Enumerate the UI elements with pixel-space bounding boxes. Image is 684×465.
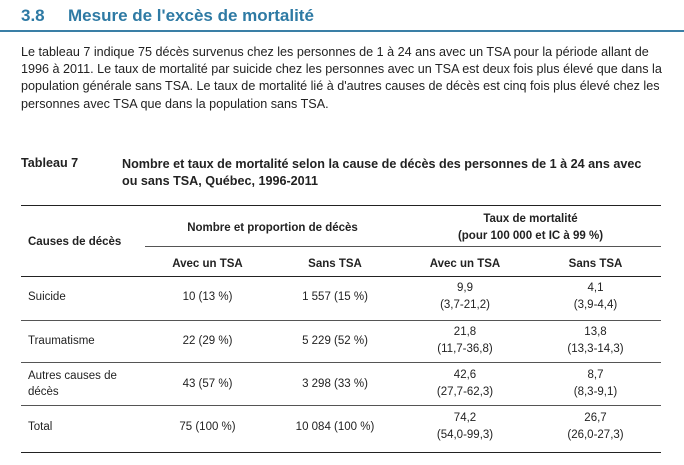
row-total-ci-avec: (54,0-99,3): [436, 429, 494, 441]
table-top-rule: [21, 205, 661, 206]
row-traumatisme-ci-sans: (13,3-14,3): [567, 343, 624, 355]
row-suicide-ci-sans: (3,9-4,4): [573, 299, 618, 311]
row-traumatisme-count-sans: 5 229 (52 %): [302, 335, 368, 347]
row-suicide-rate-sans: 4,1: [587, 282, 604, 294]
table-bottom-rule: [21, 452, 661, 453]
row-traumatisme-ci-avec: (11,7-36,8): [437, 343, 493, 355]
header-group-rates-line1: Taux de mortalité: [483, 213, 578, 225]
row-traumatisme-rate-avec: 21,8: [453, 326, 477, 338]
row-autres-cause-line2: décès: [28, 386, 59, 398]
row-rule-3: [21, 405, 661, 406]
row-rule-2: [21, 362, 661, 363]
section-number: 3.8: [21, 6, 45, 25]
row-rule-1: [21, 320, 661, 321]
header-bottom-rule: [21, 276, 661, 277]
row-autres-ci-sans: (8,3-9,1): [573, 386, 618, 398]
row-suicide-count-avec: 10 (13 %): [182, 291, 233, 303]
header-group-counts: Nombre et proportion de décès: [187, 222, 358, 234]
row-suicide-ci-avec: (3,7-21,2): [440, 299, 490, 311]
row-total-rate-avec: 74,2: [453, 412, 477, 424]
row-autres-ci-avec: (27,7-62,3): [436, 386, 494, 398]
table-title: Nombre et taux de mortalité selon la cause de décès des personnes de 1 à 24 ans avec ou sans TSA, Québec, 1996-2011: [122, 157, 642, 188]
row-total-cause: Total: [28, 421, 53, 433]
row-autres-rate-sans: 8,7: [587, 369, 604, 381]
header-counts-sans: Sans TSA: [308, 258, 362, 270]
row-autres-cause-line1: Autres causes de: [28, 370, 117, 382]
table-label: Tableau 7: [21, 156, 79, 170]
row-total-count-avec: 75 (100 %): [179, 421, 236, 433]
row-autres-count-sans: 3 298 (33 %): [302, 378, 368, 390]
row-suicide-cause: Suicide: [28, 291, 66, 303]
intro-paragraph: Le tableau 7 indique 75 décès survenus chez les personnes de 1 à 24 ans avec un TSA pour la période allant de 1996 à 2011. Le taux de mortalité par suicide chez les personnes avec un TSA est deux fois plus élevé que dans la population générale sans TSA. Le taux de mortalité lié à d'autres causes de décès est cinq fois plus élevé chez les personnes avec TSA que dans la population sans TSA.: [21, 45, 662, 111]
row-traumatisme-rate-sans: 13,8: [584, 326, 607, 338]
row-total-ci-sans: (26,0-27,3): [567, 429, 624, 441]
header-causes: Causes de décès: [28, 236, 122, 248]
row-suicide-rate-avec: 9,9: [457, 282, 473, 294]
row-total-count-sans: 10 084 (100 %): [295, 421, 375, 433]
header-group-rates-line2: (pour 100 000 et IC à 99 %): [457, 230, 604, 242]
group2-underline: [400, 246, 661, 247]
section-title: Mesure de l'excès de mortalité: [68, 6, 314, 25]
row-autres-count-avec: 43 (57 %): [182, 378, 233, 390]
section-header: [0, 0, 684, 32]
header-rates-avec: Avec un TSA: [429, 258, 501, 270]
header-counts-avec: Avec un TSA: [172, 258, 243, 270]
header-rates-sans: Sans TSA: [568, 258, 623, 270]
row-total-rate-sans: 26,7: [584, 412, 607, 424]
row-traumatisme-count-avec: 22 (29 %): [182, 335, 233, 347]
row-suicide-count-sans: 1 557 (15 %): [302, 291, 368, 303]
group1-underline: [145, 246, 400, 247]
row-autres-rate-avec: 42,6: [453, 369, 477, 381]
row-traumatisme-cause: Traumatisme: [28, 335, 95, 347]
